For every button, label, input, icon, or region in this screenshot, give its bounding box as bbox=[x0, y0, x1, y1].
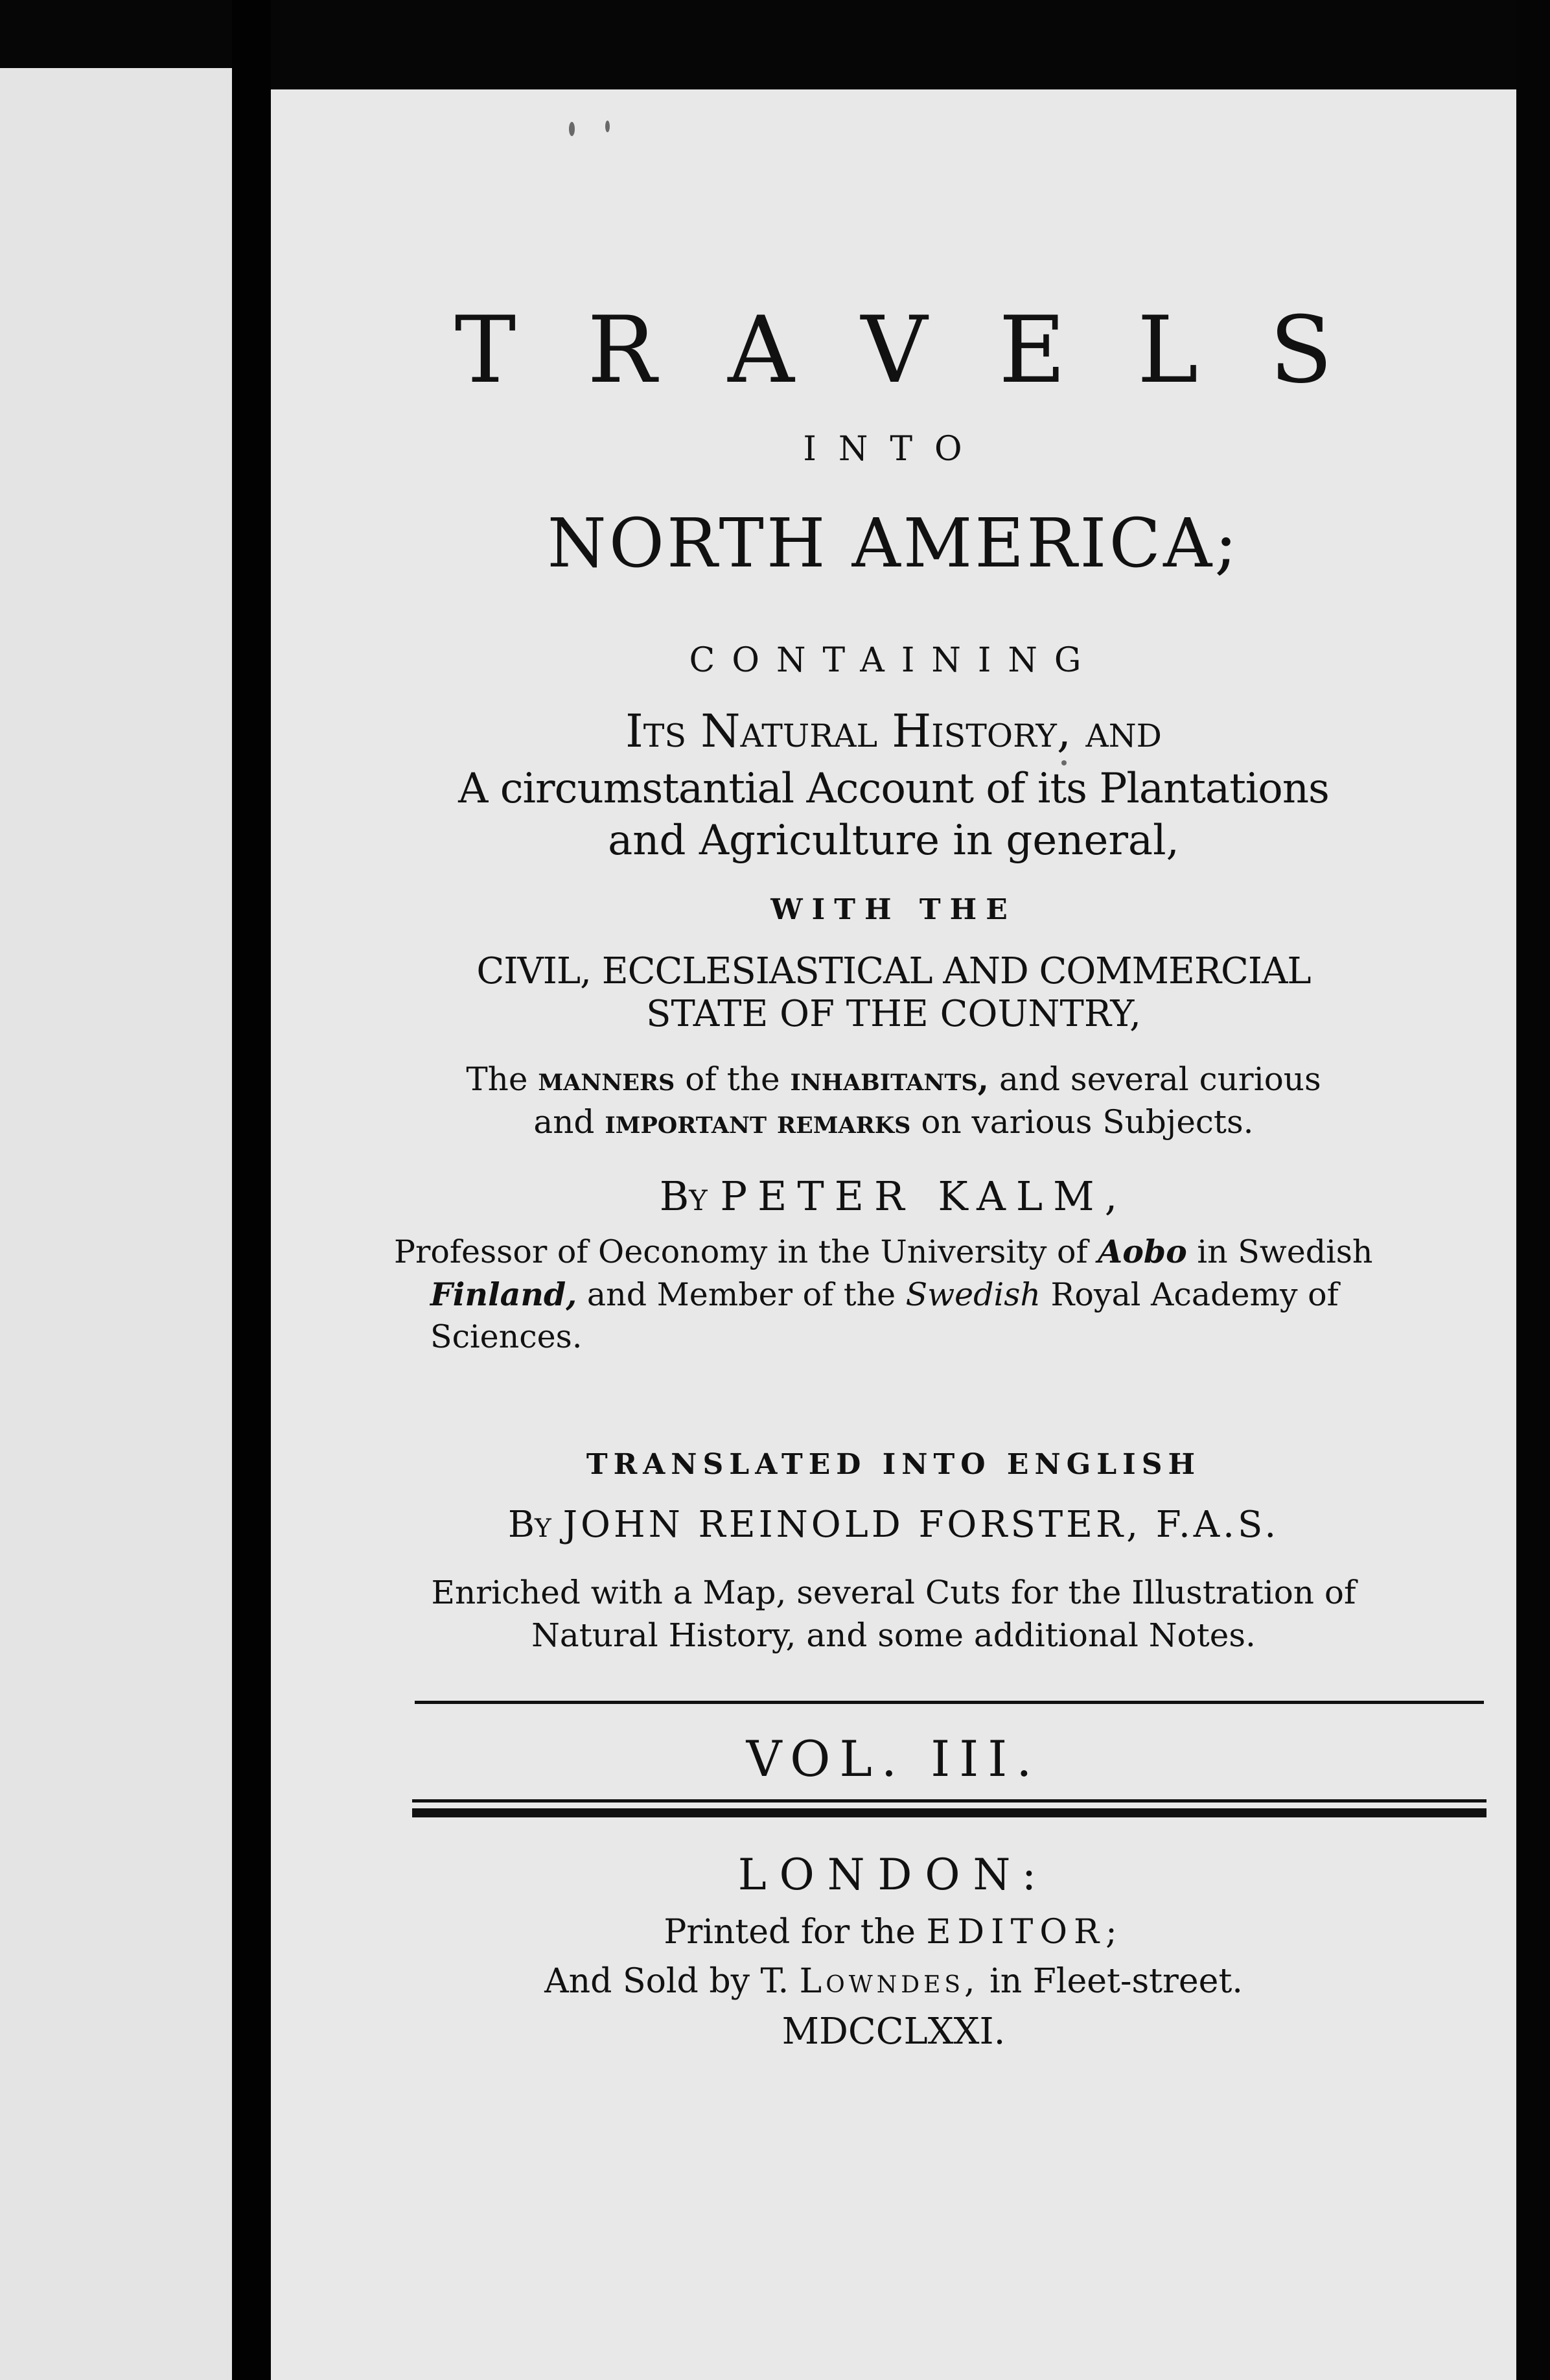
book-title: TRAVELS bbox=[454, 297, 1404, 404]
divider-rule-middle bbox=[412, 1799, 1486, 1802]
editor-word: EDITOR; bbox=[926, 1913, 1124, 1952]
imprint-sold-line bbox=[271, 1959, 1516, 2004]
swedish-word: Swedish bbox=[905, 1276, 1041, 1313]
and-word: and bbox=[533, 1103, 595, 1141]
enriched-line-1: Enriched with a Map, several Cuts for the Illustration of bbox=[431, 1574, 1356, 1611]
facing-page bbox=[0, 68, 232, 2380]
line-7-rest: on various Subjects. bbox=[921, 1103, 1254, 1141]
divider-rule-thick bbox=[412, 1808, 1486, 1817]
line-6-rest: and several curious bbox=[999, 1060, 1321, 1098]
translated-line: TRANSLATED INTO ENGLISH bbox=[586, 1448, 1201, 1481]
remarks-word: remarks bbox=[776, 1102, 911, 1141]
manners-word: manners bbox=[538, 1060, 675, 1098]
translator-name: JOHN REINOLD FORSTER, F.A.S. bbox=[562, 1504, 1280, 1546]
contents-line-3: and Agriculture in general, bbox=[608, 817, 1179, 865]
aobo-word: Aobo bbox=[1098, 1233, 1187, 1270]
author-line bbox=[271, 1171, 1516, 1222]
translator-by: By bbox=[507, 1504, 551, 1546]
translator-line bbox=[271, 1501, 1516, 1549]
contents-line-2: A circumstantial Account of its Plantations bbox=[458, 765, 1329, 813]
with-the-phrase: WITH THE bbox=[770, 893, 1017, 926]
place-heading: NORTH AMERICA; bbox=[547, 504, 1240, 583]
ink-speck bbox=[605, 121, 610, 132]
author-desc-line-3: Sciences. bbox=[430, 1318, 583, 1355]
author-desc-line-2 bbox=[430, 1273, 1506, 1316]
author-desc-text: and Member of the bbox=[586, 1276, 896, 1313]
contents-line-6 bbox=[271, 1058, 1516, 1101]
important-word: important bbox=[605, 1102, 767, 1141]
of-the-phrase: of the bbox=[685, 1060, 780, 1098]
finland-word: Finland, bbox=[430, 1276, 577, 1313]
author-desc-text: Professor of Oeconomy in the University of bbox=[394, 1233, 1088, 1270]
book-gutter bbox=[232, 0, 271, 2380]
author-name: PETER KALM, bbox=[720, 1172, 1128, 1220]
into-word: INTO bbox=[803, 430, 984, 469]
ink-speck bbox=[569, 122, 575, 136]
title-page bbox=[271, 89, 1516, 2380]
contents-line-1: Its Natural History, and bbox=[625, 705, 1162, 758]
imprint-text: in Fleet-street. bbox=[989, 1962, 1243, 2001]
imprint-text: Printed for the bbox=[664, 1913, 916, 1952]
author-desc-text: Royal Academy of bbox=[1050, 1276, 1339, 1313]
imprint-year: MDCCLXXI. bbox=[781, 2011, 1006, 2053]
imprint-city: LONDON: bbox=[737, 1850, 1050, 1900]
imprint-printed-line bbox=[271, 1909, 1516, 1955]
contents-line-7 bbox=[271, 1101, 1516, 1143]
contents-line-4: CIVIL, ECCLESIASTICAL AND COMMERCIAL bbox=[476, 950, 1311, 992]
author-desc-text: in Swedish bbox=[1197, 1233, 1373, 1270]
the-word: The bbox=[466, 1060, 528, 1098]
imprint-text: And Sold by T. bbox=[544, 1962, 789, 2001]
author-by: By bbox=[659, 1172, 708, 1220]
volume-label: VOL. III. bbox=[746, 1730, 1041, 1788]
scan-edge bbox=[1516, 0, 1550, 2380]
containing-word: CONTAINING bbox=[689, 641, 1098, 680]
contents-line-5: STATE OF THE COUNTRY, bbox=[646, 993, 1141, 1035]
divider-rule-top bbox=[415, 1701, 1484, 1704]
author-desc-line-1 bbox=[394, 1230, 1496, 1274]
inhabitants-word: inhabitants, bbox=[790, 1060, 989, 1098]
lowndes-word: Lowndes, bbox=[799, 1962, 979, 2001]
enriched-line-2: Natural History, and some additional Notes. bbox=[531, 1616, 1256, 1654]
